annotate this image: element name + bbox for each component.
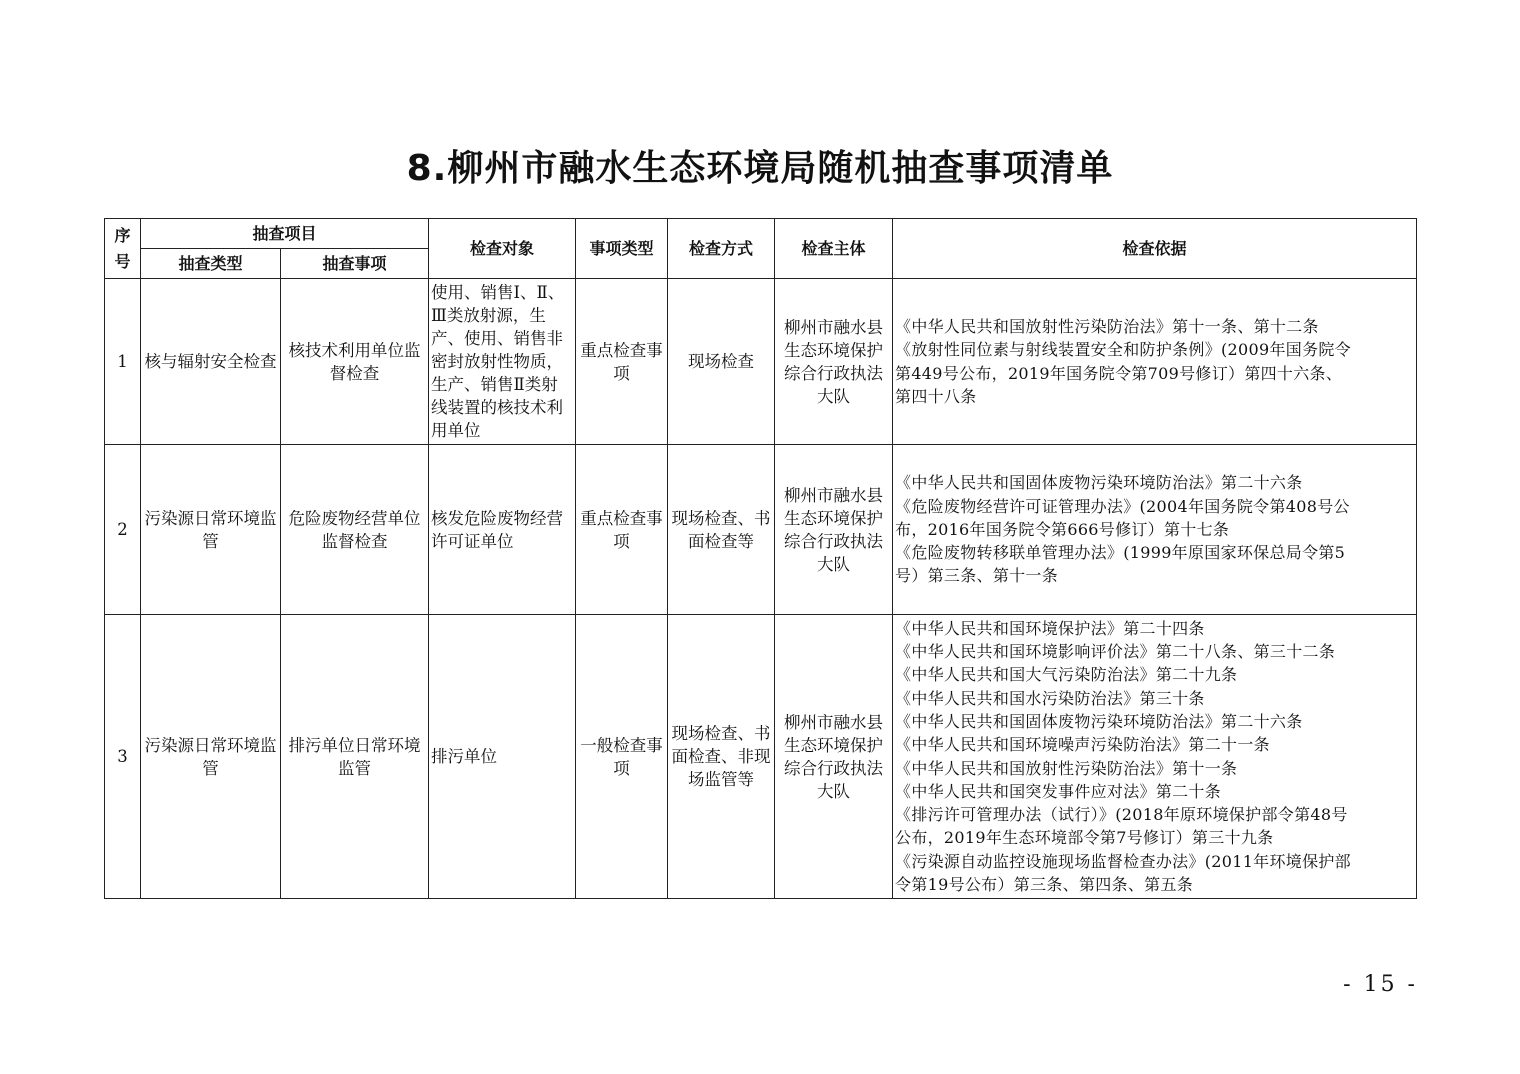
check-basis: [893, 615, 1417, 899]
basis-line: 《中华人民共和国环境保护法》第二十四条: [895, 618, 1205, 638]
basis-line: 布，2016年国务院令第666号修订）第十七条: [895, 519, 1230, 539]
header-subject: 检查主体: [775, 219, 893, 279]
basis-line: 第449号公布，2019年国务院令第709号修订）第四十六条、: [895, 363, 1343, 383]
header-target: 检查对象: [429, 219, 576, 279]
row-number: 1: [105, 279, 141, 445]
check-target: 核发危险废物经营许可证单位: [429, 445, 576, 615]
basis-line: 《中华人民共和国放射性污染防治法》第十一条: [895, 758, 1238, 778]
basis-line: 《中华人民共和国环境噪声污染防治法》第二十一条: [895, 735, 1270, 755]
header-item: 抽查事项: [281, 249, 429, 279]
inspection-table: [104, 218, 1417, 899]
header-row-1: [105, 219, 1417, 249]
row-number: 3: [105, 615, 141, 899]
basis-line: 《中华人民共和国固体废物污染环境防治法》第二十六条: [895, 473, 1303, 493]
table-row: [105, 615, 1417, 899]
header-seq: 序号: [105, 219, 141, 279]
basis-line: 《中华人民共和国环境影响评价法》第二十八条、第三十二条: [895, 642, 1336, 662]
page-title: 8.柳州市融水生态环境局随机抽查事项清单: [406, 148, 1114, 189]
item-category: 重点检查事项: [576, 279, 668, 445]
basis-line: 号）第三条、第十一条: [895, 566, 1059, 586]
basis-line: 《中华人民共和国水污染防治法》第三十条: [895, 688, 1205, 708]
header-type: 抽查类型: [141, 249, 281, 279]
check-type: 核与辐射安全检查: [141, 279, 281, 445]
check-basis: [893, 445, 1417, 615]
check-subject: 柳州市融水县生态环境保护综合行政执法大队: [775, 279, 893, 445]
check-type: 污染源日常环境监管: [141, 445, 281, 615]
page-number: - 15 -: [1343, 972, 1418, 997]
check-type: 污染源日常环境监管: [141, 615, 281, 899]
header-project: 抽查项目: [141, 219, 429, 249]
row-number: 2: [105, 445, 141, 615]
header-category: 事项类型: [576, 219, 668, 279]
basis-line: 令第19号公布）第三条、第四条、第五条: [895, 874, 1194, 894]
header-basis: 检查依据: [893, 219, 1417, 279]
basis-line: 《危险废物转移联单管理办法》(1999年原国家环保总局令第5: [895, 543, 1346, 563]
basis-line: 《中华人民共和国固体废物污染环境防治法》第二十六条: [895, 711, 1303, 731]
check-target: 使用、销售Ⅰ、Ⅱ、Ⅲ类放射源，生产、使用、销售非密封放射性物质，生产、销售Ⅱ类射线装置的核技术利用单位: [429, 279, 576, 445]
basis-line: 《排污许可管理办法（试行）》(2018年原环境保护部令第48号: [895, 805, 1348, 825]
basis-line: 《中华人民共和国放射性污染防治法》第十一条、第十二条: [895, 316, 1319, 336]
check-item: 危险废物经营单位监督检查: [281, 445, 429, 615]
check-method: 现场检查: [668, 279, 775, 445]
check-method: 现场检查、书面检查等: [668, 445, 775, 615]
basis-line: 第四十八条: [895, 386, 977, 406]
check-item: 排污单位日常环境监管: [281, 615, 429, 899]
check-method: 现场检查、书面检查、非现场监管等: [668, 615, 775, 899]
table-row: [105, 445, 1417, 615]
basis-line: 《中华人民共和国突发事件应对法》第二十条: [895, 781, 1222, 801]
check-subject: 柳州市融水县生态环境保护综合行政执法大队: [775, 615, 893, 899]
check-basis: [893, 279, 1417, 445]
check-subject: 柳州市融水县生态环境保护综合行政执法大队: [775, 445, 893, 615]
basis-line: 《中华人民共和国大气污染防治法》第二十九条: [895, 665, 1238, 685]
item-category: 一般检查事项: [576, 615, 668, 899]
header-method: 检查方式: [668, 219, 775, 279]
basis-line: 《危险废物经营许可证管理办法》(2004年国务院令第408号公: [895, 496, 1350, 516]
basis-line: 《放射性同位素与射线装置安全和防护条例》(2009年国务院令: [895, 340, 1351, 360]
item-category: 重点检查事项: [576, 445, 668, 615]
table-row: [105, 279, 1417, 445]
basis-line: 公布，2019年生态环境部令第7号修订）第三十九条: [895, 828, 1274, 848]
check-target: 排污单位: [429, 615, 576, 899]
check-item: 核技术利用单位监督检查: [281, 279, 429, 445]
basis-line: 《污染源自动监控设施现场监督检查办法》(2011年环境保护部: [895, 851, 1351, 871]
